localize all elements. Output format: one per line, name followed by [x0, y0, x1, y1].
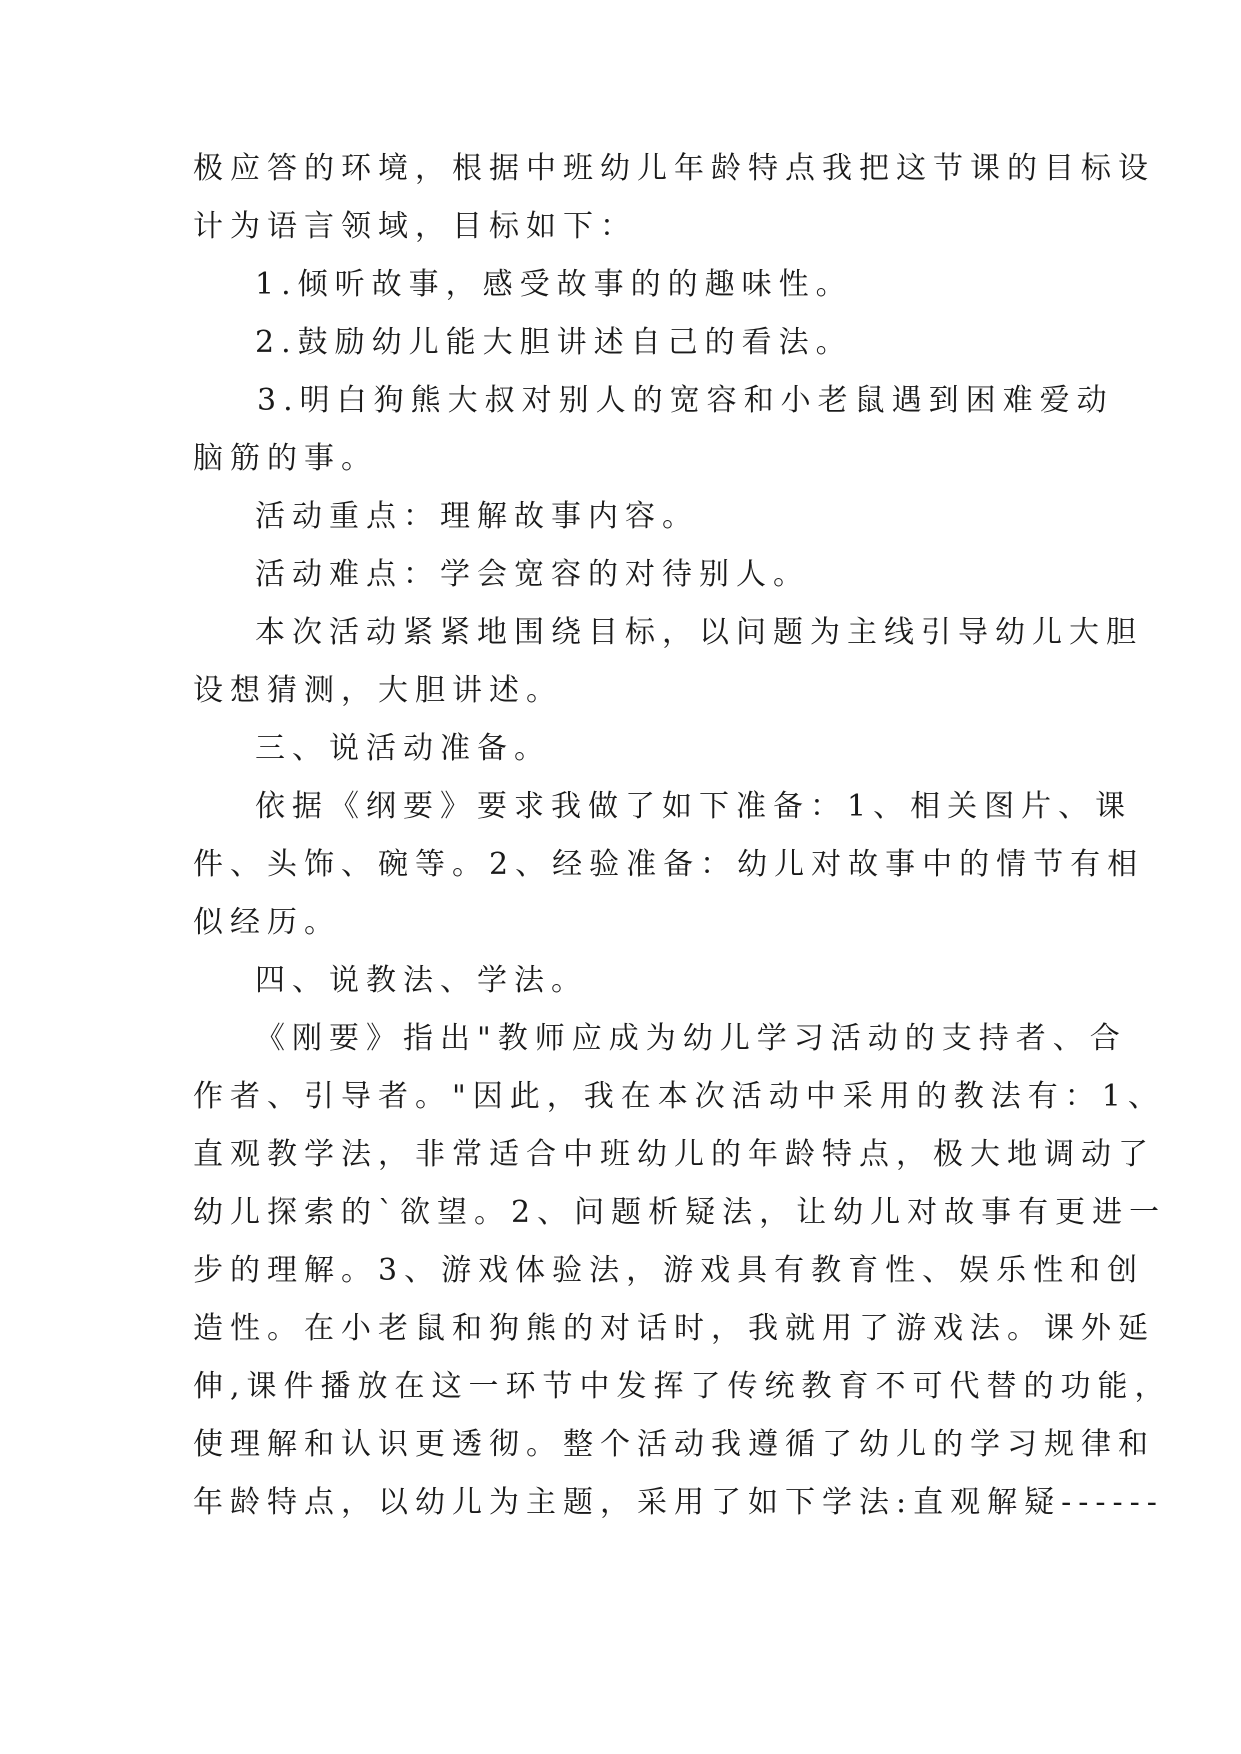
- list-item-3: 3.明白狗熊大叔对别人的宽容和小老鼠遇到困难爱动: [257, 383, 1114, 418]
- paragraph-line: 《刚要》指出"教师应成为幼儿学习活动的支持者、合: [255, 1021, 1127, 1056]
- paragraph-line: 伸,课件播放在这一环节中发挥了传统教育不可代替的功能，: [193, 1369, 1172, 1404]
- paragraph-line: 步的理解。3、游戏体验法，游戏具有教育性、娱乐性和创: [193, 1253, 1145, 1288]
- paragraph-line: 设想猜测，大胆讲述。: [193, 673, 563, 708]
- paragraph-line: 计为语言领域，目标如下：: [193, 209, 637, 244]
- activity-focus: 活动重点：理解故事内容。: [255, 499, 699, 534]
- list-item-1: 1.倾听故事，感受故事的的趣味性。: [255, 267, 853, 302]
- paragraph-line: 造性。在小老鼠和狗熊的对话时，我就用了游戏法。课外延: [193, 1311, 1155, 1346]
- list-item-2: 2.鼓励幼儿能大胆讲述自己的看法。: [255, 325, 853, 360]
- paragraph-line: 似经历。: [193, 905, 341, 940]
- paragraph-line: 脑筋的事。: [193, 441, 378, 476]
- paragraph-line: 使理解和认识更透彻。整个活动我遵循了幼儿的学习规律和: [193, 1427, 1155, 1462]
- paragraph-line: 本次活动紧紧地围绕目标，以问题为主线引导幼儿大胆: [255, 615, 1143, 650]
- paragraph-line: 依据《纲要》要求我做了如下准备：1、相关图片、课: [255, 789, 1133, 824]
- paragraph-line: 年龄特点，以幼儿为主题，采用了如下学法:直观解疑------: [193, 1485, 1164, 1520]
- paragraph-line: 直观教学法，非常适合中班幼儿的年龄特点，极大地调动了: [193, 1137, 1155, 1172]
- paragraph-line: 幼儿探索的`欲望。2、问题析疑法，让幼儿对故事有更进一: [193, 1195, 1167, 1230]
- section-heading-3: 三、说活动准备。: [255, 731, 551, 766]
- paragraph-line: 作者、引导者。"因此，我在本次活动中采用的教法有：1、: [193, 1079, 1165, 1114]
- paragraph-line: 件、头饰、碗等。2、经验准备：幼儿对故事中的情节有相: [193, 847, 1145, 882]
- activity-difficulty: 活动难点：学会宽容的对待别人。: [255, 557, 810, 592]
- paragraph-line: 极应答的环境，根据中班幼儿年龄特点我把这节课的目标设: [193, 151, 1155, 186]
- section-heading-4: 四、说教法、学法。: [255, 963, 588, 998]
